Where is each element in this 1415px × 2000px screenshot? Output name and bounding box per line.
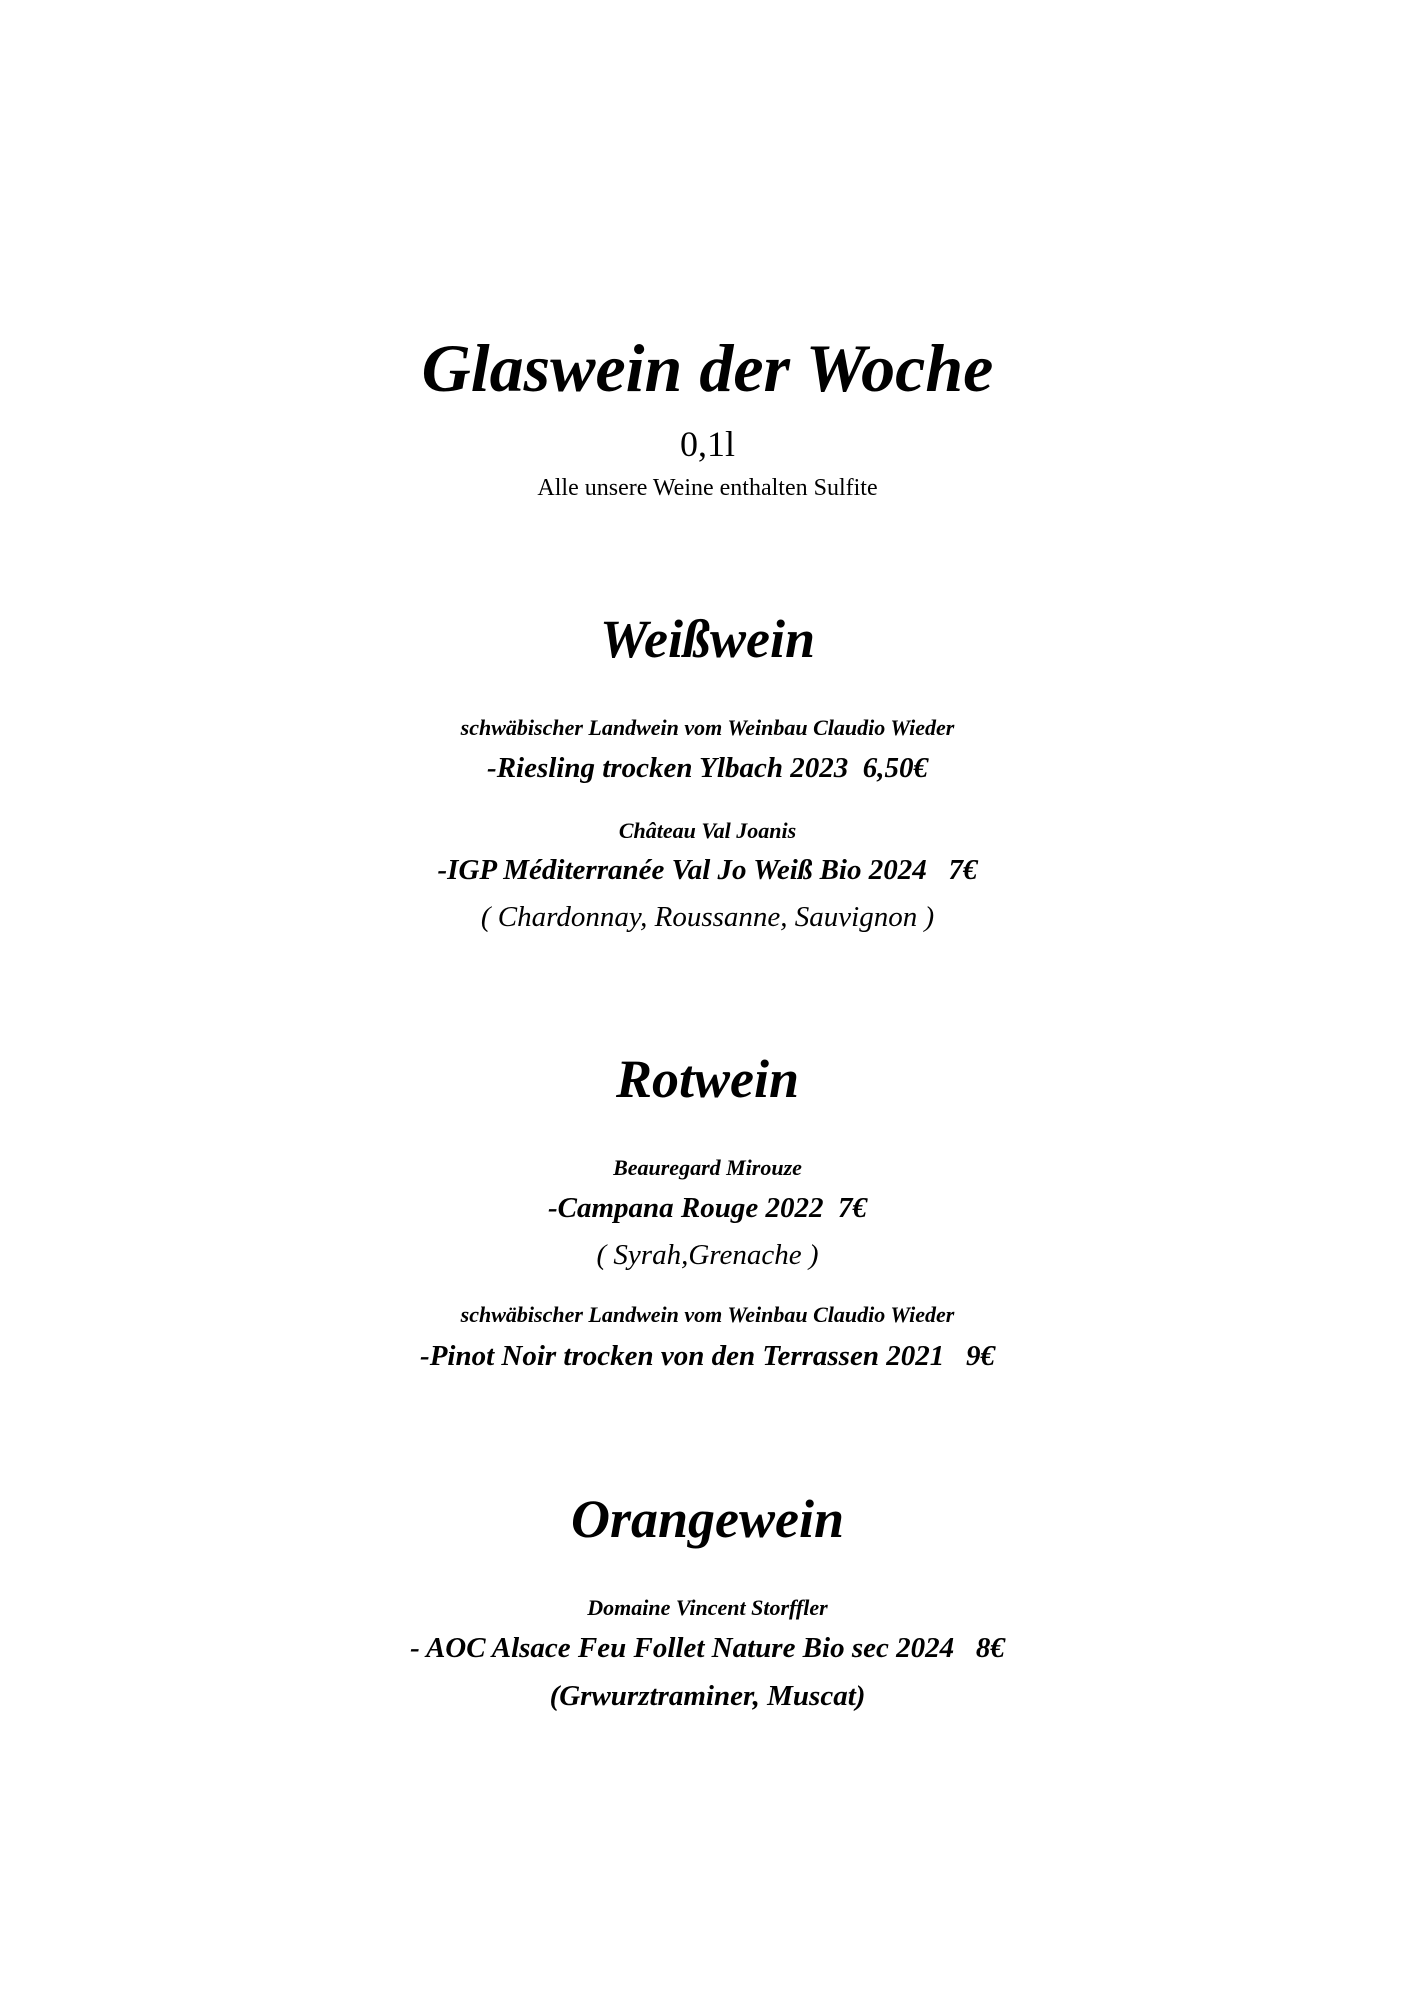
wine-price: 7€	[838, 1192, 868, 1224]
wine-entry	[0, 856, 1415, 885]
wine-price: 9€	[965, 1340, 995, 1372]
wine-price: 7€	[948, 854, 978, 886]
wine-entry	[0, 1194, 1415, 1223]
wine-producer: Château Val Joanis	[618, 818, 797, 843]
section-heading-rotwein: Rotwein	[615, 1049, 800, 1109]
wine-producer: schwäbischer Landwein vom Weinbau Claudio Wieder	[460, 715, 955, 740]
glass-volume: 0,1l	[679, 424, 735, 464]
wine-grapes: (Grwurztraminer, Muscat)	[549, 1680, 866, 1712]
wine-grapes: ( Chardonnay, Roussanne, Sauvignon )	[480, 901, 935, 933]
wine-name: - AOC Alsace Feu Follet Nature Bio sec 2024	[410, 1632, 955, 1664]
wine-price: 6,50€	[862, 752, 928, 784]
wine-grapes: ( Syrah,Grenache )	[596, 1239, 819, 1271]
wine-producer: schwäbischer Landwein vom Weinbau Claudio Wieder	[460, 1302, 955, 1327]
wine-entry	[0, 1634, 1415, 1663]
sulfite-notice: Alle unsere Weine enthalten Sulfite	[537, 475, 878, 501]
wine-entry	[0, 754, 1415, 783]
wine-entry	[0, 1342, 1415, 1371]
wine-name: -Pinot Noir trocken von den Terrassen 2021	[420, 1340, 945, 1372]
wine-name: -IGP Méditerranée Val Jo Weiß Bio 2024	[437, 854, 927, 886]
wine-name: -Riesling trocken Ylbach 2023	[487, 752, 849, 784]
wine-name: -Campana Rouge 2022	[547, 1192, 824, 1224]
section-heading-weisswein: Weißwein	[600, 609, 815, 669]
section-heading-orangewein: Orangewein	[570, 1489, 845, 1549]
wine-producer: Domaine Vincent Storffler	[587, 1595, 828, 1620]
wine-price: 8€	[975, 1632, 1005, 1664]
page-title: Glaswein der Woche	[421, 330, 994, 406]
wine-producer: Beauregard Mirouze	[613, 1155, 802, 1180]
